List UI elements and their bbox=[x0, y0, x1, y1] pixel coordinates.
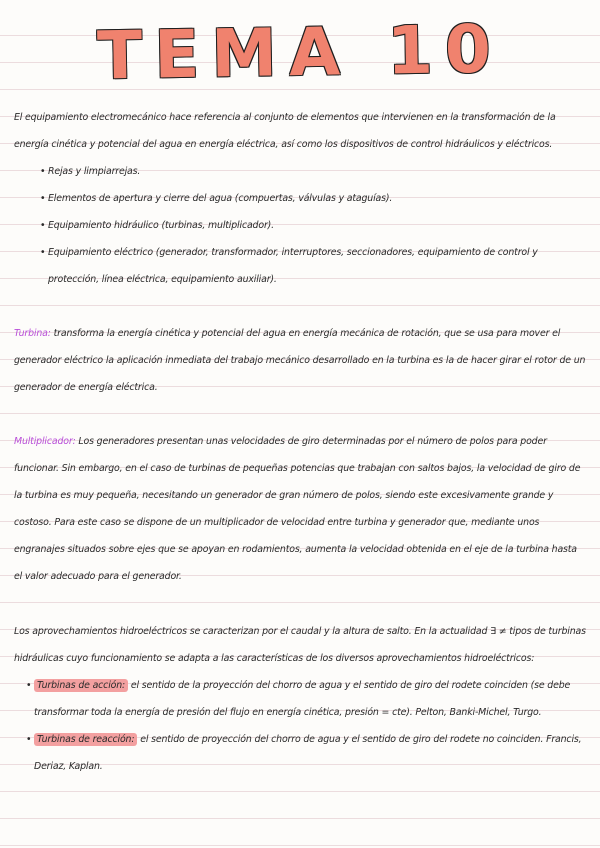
multiplicador-term: Multiplicador: bbox=[14, 436, 76, 447]
list-item: • Turbinas de reacción: el sentido de proyección del chorro de agua y el sentido de giro del rodete no coinciden. Francis, Deriaz, Kaplan. bbox=[26, 726, 586, 780]
turbina-term: Turbina: bbox=[14, 328, 51, 339]
multiplicador-text: Los generadores presentan unas velocidades de giro determinadas por el número de polos para poder funcionar. Sin embargo, en el caso de turbinas de pequeñas potencias que trabajan con saltos bajos, la velocidad de giro de la turbina es muy pequeña, necesitando un generador de gran número de polos, siendo este excesivamente grande y costoso. Para este caso se dispone de un multiplicador de velocidad entre turbina y generador que, mediante unos engranajes situados sobre ejes que se apoyan en rodamientos, aumenta la velocidad obtenida en el eje de la turbina hasta el valor adecuado para el generador. bbox=[14, 436, 581, 582]
bullet-icon: • bbox=[40, 193, 46, 204]
turbina-paragraph bbox=[14, 320, 586, 401]
list-item: • Equipamiento hidráulico (turbinas, multiplicador). bbox=[40, 212, 580, 239]
list-item: • Elementos de apertura y cierre del agua (compuertas, válvulas y ataguías). bbox=[40, 185, 580, 212]
bullet-icon: • bbox=[40, 166, 46, 177]
highlight-term: Turbinas de reacción: bbox=[34, 733, 137, 746]
multiplicador-paragraph bbox=[14, 428, 586, 590]
list-item: • Equipamiento eléctrico (generador, transformador, interruptores, seccionadores, equipamiento de control y protección, línea eléctrica, equipamiento auxiliar). bbox=[40, 239, 580, 293]
highlight-term: Turbinas de acción: bbox=[34, 679, 128, 692]
list-item: • Rejas y limpiarrejas. bbox=[40, 158, 580, 185]
turbina-text: transforma la energía cinética y potencial del agua en energía mecánica de rotación, que se usa para mover el generador eléctrico la aplicación inmediata del trabajo mecánico desarrollado en la turbina es la de hacer girar el rotor de un generador de energía eléctrica. bbox=[14, 328, 586, 393]
page-title: TEMA 10 bbox=[96, 10, 504, 95]
intro-list bbox=[40, 158, 580, 293]
tipos-list bbox=[26, 672, 586, 780]
intro-paragraph: El equipamiento electromecánico hace referencia al conjunto de elementos que intervienen en la transformación de la energía cinética y potencial del agua en energía eléctrica, así como los dispositivos de control hidráulicos y eléctricos. bbox=[14, 112, 556, 150]
bullet-icon: • bbox=[40, 247, 46, 258]
bullet-icon: • bbox=[26, 680, 32, 691]
list-item: • Turbinas de acción: el sentido de la proyección del chorro de agua y el sentido de giro del rodete coinciden (se debe transformar toda la energía de presión del flujo en energía cinética, presión = cte). Pelton, Banki-Michel, Turgo. bbox=[26, 672, 586, 726]
bullet-icon: • bbox=[40, 220, 46, 231]
aprovechamientos-paragraph: Los aprovechamientos hidroeléctricos se caracterizan por el caudal y la altura de salto. En la actualidad ∃ ≠ tipos de turbinas hidráulicas cuyo funcionamiento se adapta a las características de los diversos aprovechamientos hidroeléctricos: bbox=[14, 626, 586, 664]
bullet-icon: • bbox=[26, 734, 32, 745]
